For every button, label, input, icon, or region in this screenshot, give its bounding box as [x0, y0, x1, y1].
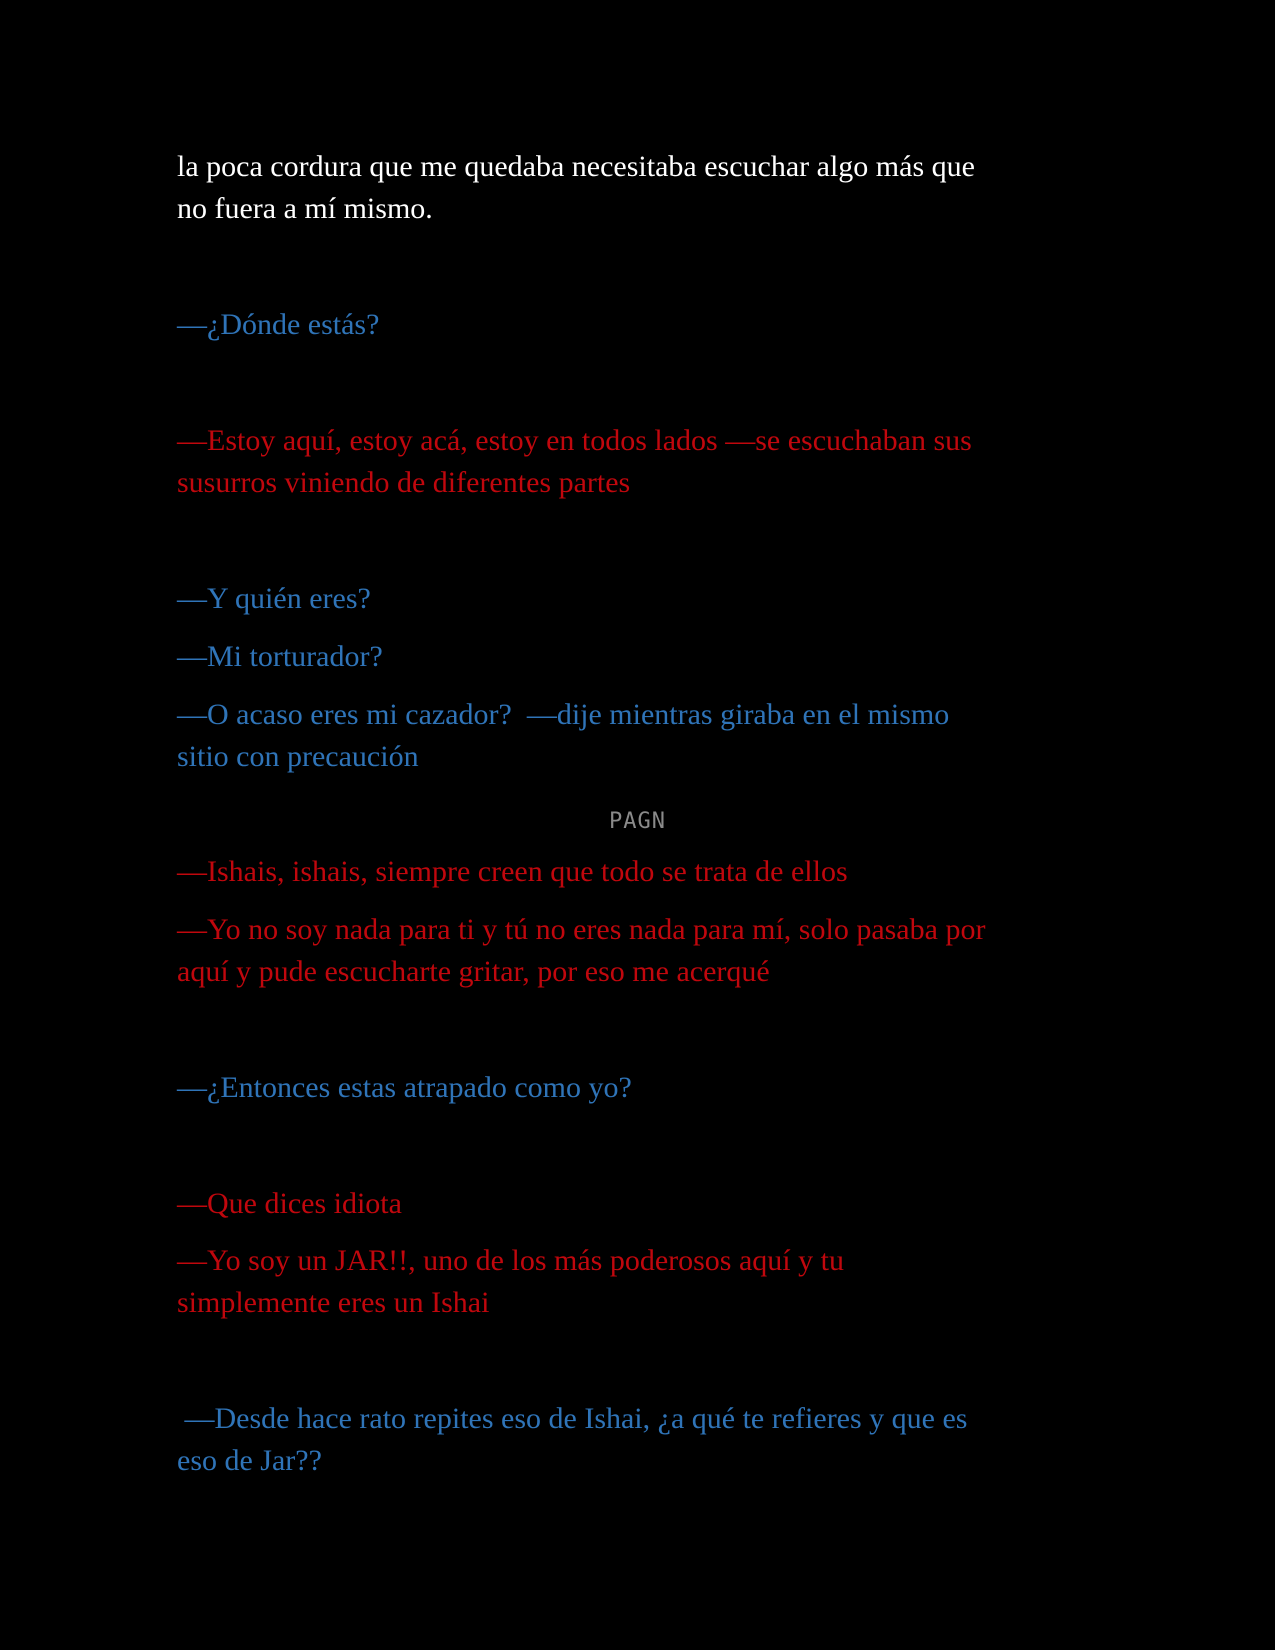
- page-number-label: PAGN: [609, 809, 666, 834]
- dialogue-line-blue: —¿Dónde estás?: [177, 308, 380, 341]
- dialogue-line-red: —Yo no soy nada para ti y tú no eres nada para mí, solo pasaba por aquí y pude escucharte gritar, por eso me acerqué: [177, 913, 986, 988]
- dialogue-line-blue: —Mi torturador?: [177, 640, 383, 673]
- dialogue-line-blue: —Desde hace rato repites eso de Ishai, ¿a qué te refieres y que es eso de Jar??: [177, 1402, 968, 1477]
- dialogue-line-red: —Ishais, ishais, siempre creen que todo se trata de ellos: [177, 855, 848, 888]
- dialogue-line-blue: —O acaso eres mi cazador? —dije mientras giraba en el mismo sitio con precaución: [177, 698, 950, 773]
- dialogue-line-blue: —Y quién eres?: [177, 582, 371, 615]
- dialogue-line-red: —Que dices idiota: [177, 1187, 402, 1220]
- narration-paragraph: la poca cordura que me quedaba necesitaba escuchar algo más que no fuera a mí mismo.: [177, 150, 975, 225]
- dialogue-line-red: —Estoy aquí, estoy acá, estoy en todos lados —se escuchaban sus susurros viniendo de diferentes partes: [177, 424, 972, 499]
- dialogue-line-blue: —¿Entonces estas atrapado como yo?: [177, 1071, 632, 1104]
- dialogue-line-red: —Yo soy un JAR!!, uno de los más poderosos aquí y tu simplemente eres un Ishai: [177, 1244, 844, 1319]
